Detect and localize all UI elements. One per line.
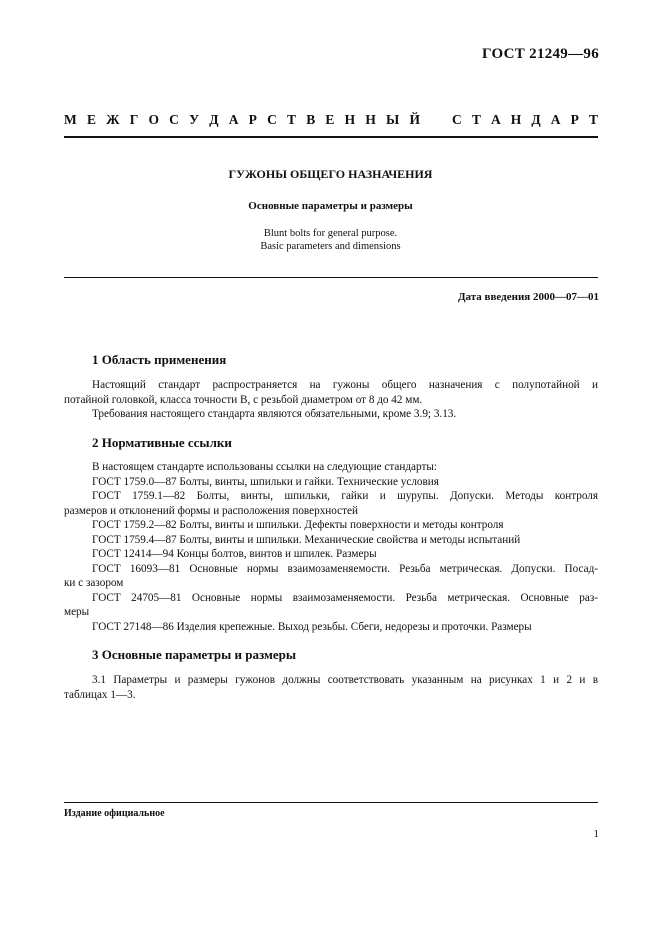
header-rule [64, 136, 598, 138]
banner-letter: С [452, 112, 462, 127]
banner-letter: О [148, 112, 159, 127]
footer-rule [64, 802, 598, 803]
banner-letter: Р [248, 112, 257, 127]
reference-item: ГОСТ 24705—81 Основные нормы взаимозаменяемости. Резьба метрическая. Основные раз- [92, 591, 598, 604]
reference-item: ГОСТ 1759.4—87 Болты, винты и шпильки. Механические свойства и методы испытаний [92, 533, 521, 546]
banner-letter: Н [344, 112, 356, 127]
english-title-line1: Blunt bolts for general purpose. [263, 228, 398, 239]
document-number: ГОСТ 21249—96 [481, 46, 599, 62]
interstate-standard-banner [64, 112, 598, 128]
section-3-heading: 3 Основные параметры и размеры [92, 647, 297, 662]
banner-letter: Ж [106, 112, 120, 127]
english-title-line2: Basic parameters and dimensions [260, 241, 401, 252]
banner-letter: В [306, 112, 316, 127]
reference-item: ГОСТ 12414—94 Концы болтов, винтов и шпилек. Размеры [92, 548, 377, 560]
section-2-heading: 2 Нормативные ссылки [92, 435, 232, 450]
page-number: 1 [593, 828, 599, 840]
references-intro: В настоящем стандарте использованы ссылки на следующие стандарты: [92, 461, 437, 473]
banner-letter: Й [409, 112, 420, 127]
document-title: ГУЖОНЫ ОБЩЕГО НАЗНАЧЕНИЯ [228, 167, 433, 181]
section-1-body [64, 378, 598, 422]
banner-letter: Р [570, 112, 579, 127]
reference-item: ГОСТ 16093—81 Основные нормы взаимозаменяемости. Резьба метрическая. Допуски. Посад- [92, 562, 598, 575]
reference-item-continued: меры [64, 606, 90, 618]
section-1-heading: 1 Область применения [92, 352, 227, 367]
banner-letter: Е [325, 112, 335, 127]
reference-item-continued: размеров и отклонений формы и расположения поверхностей [64, 504, 358, 517]
section-1-line: Настоящий стандарт распространяется на гужоны общего назначения с полупотайной и [92, 379, 598, 391]
banner-letter: А [228, 112, 239, 127]
banner-letter: Г [129, 112, 139, 127]
section-2-body [64, 460, 598, 634]
section-1-line: Требования настоящего стандарта являются обязательными, кроме 3.9; 3.13. [92, 408, 457, 420]
title-rule [64, 277, 598, 278]
banner-letter: Д [209, 112, 219, 127]
reference-item: ГОСТ 27148—86 Изделия крепежные. Выход резьбы. Сбеги, недорезы и проточки. Размеры [92, 620, 532, 633]
banner-letter: Ы [386, 112, 400, 127]
banner-letter: С [169, 112, 179, 127]
section-3-line: 3.1 Параметры и размеры гужонов должны соответствовать указанным на рисунках 1 и 2 и в [92, 674, 598, 686]
section-1-line: потайной головкой, класса точности В, с резьбой диаметром от 8 до 42 мм. [64, 393, 423, 406]
banner-letter: Т [471, 112, 481, 127]
introduction-date: Дата введения 2000—07—01 [457, 291, 599, 303]
banner-letter: Н [365, 112, 376, 127]
banner-letter: Т [287, 112, 297, 127]
banner-letter: У [189, 112, 200, 127]
interstate-word [64, 112, 420, 128]
reference-item: ГОСТ 1759.2—82 Болты, винты и шпильки. Дефекты поверхности и методы контроля [92, 519, 504, 531]
banner-letter: Е [86, 112, 96, 127]
reference-item: ГОСТ 1759.1—82 Болты, винты, шпильки, гайки и шурупы. Допуски. Методы контроля [92, 490, 598, 502]
section-3-body [64, 673, 598, 702]
banner-letter: А [550, 112, 561, 127]
banner-letter: Н [510, 112, 522, 127]
banner-letter: М [64, 112, 77, 127]
official-edition-label: Издание официальное [64, 808, 165, 819]
reference-item-continued: ки с зазором [64, 577, 124, 589]
banner-letter: Т [588, 112, 598, 127]
banner-letter: С [267, 112, 277, 127]
standard-word [452, 112, 598, 128]
banner-letter: Д [531, 112, 541, 127]
document-subtitle: Основные параметры и размеры [248, 200, 413, 212]
banner-letter: А [490, 112, 501, 127]
section-3-line: таблицах 1—3. [64, 688, 136, 701]
reference-item: ГОСТ 1759.0—87 Болты, винты, шпильки и гайки. Технические условия [92, 475, 439, 488]
